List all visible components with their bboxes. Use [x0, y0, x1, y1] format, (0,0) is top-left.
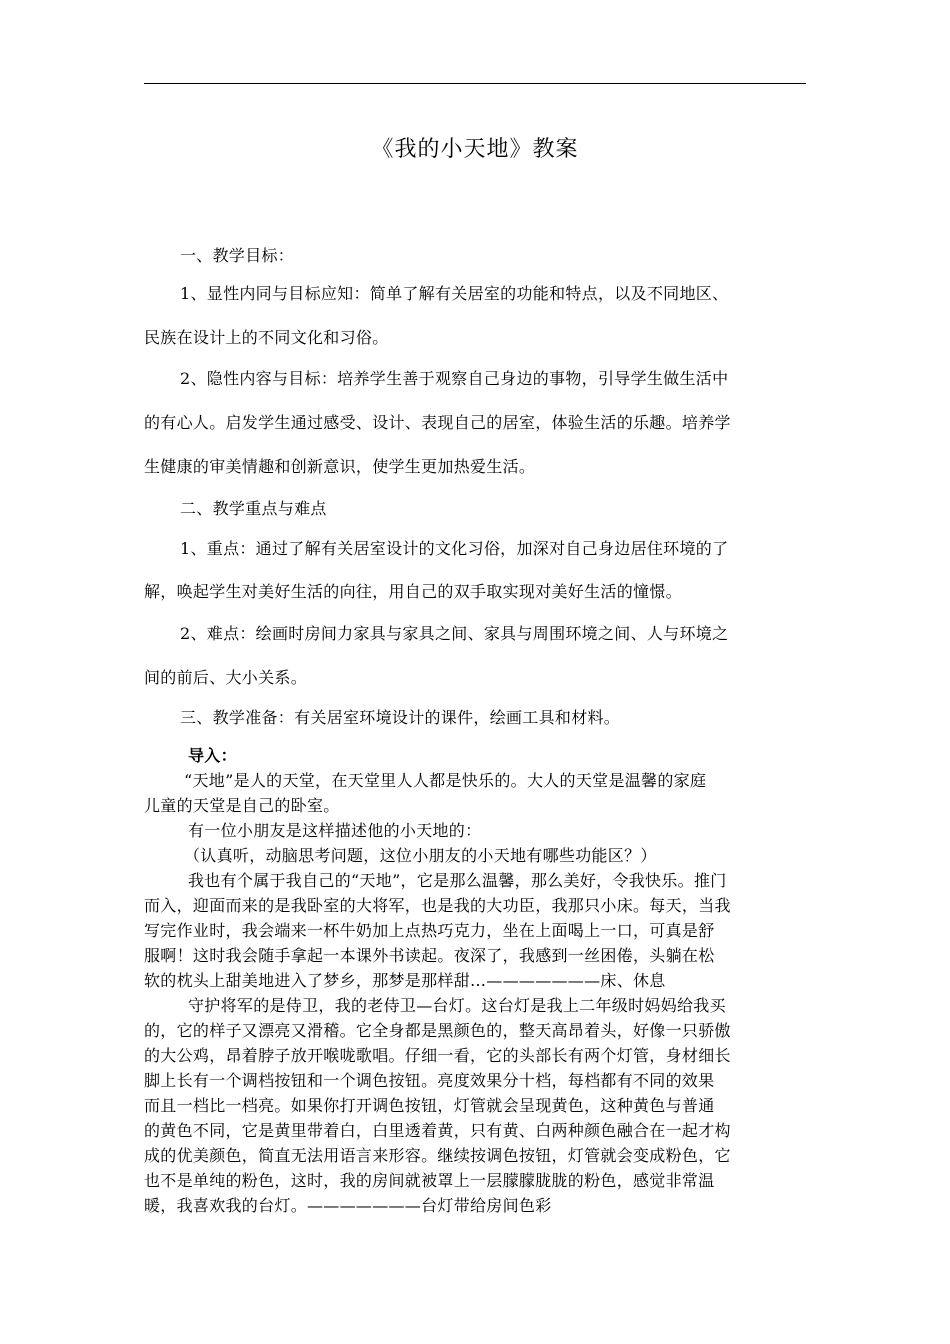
intro-line: 我也有个属于我自己的“天地”，它是那么温馨，那么美好，令我快乐。推门	[188, 871, 727, 890]
intro-line: “天地”是人的天堂，在天堂里人人都是快乐的。大人的天堂是温馨的家庭	[184, 771, 707, 790]
intro-line: 成的优美颜色，简直无法用语言来形容。继续按调色按钮，灯管就会变成粉色，它	[144, 1146, 731, 1165]
objective-2-line-2: 的有心人。启发学生通过感受、设计、表现自己的居室，体验生活的乐趣。培养学	[144, 413, 731, 432]
intro-line: 有一位小朋友是这样描述他的小天地的：	[188, 821, 482, 840]
intro-line: 儿童的天堂是自己的卧室。	[144, 796, 340, 815]
intro-line: 守护将军的是侍卫，我的老侍卫—台灯。这台灯是我上二年级时妈妈给我买	[188, 996, 726, 1015]
intro-line: 写完作业时，我会端来一杯牛奶加上点热巧克力，坐在上面喝上一口，可真是舒	[144, 921, 715, 940]
intro-line: 的黄色不同，它是黄里带着白，白里透着黄，只有黄、白两种颜色融合在一起才构	[144, 1121, 731, 1140]
intro-line: 的，它的样子又漂亮又滑稽。它全身都是黑颜色的，整天高昂着头，好像一只骄傲	[144, 1021, 731, 1040]
intro-line: 暖，我喜欢我的台灯。———————台灯带给房间色彩	[144, 1196, 552, 1215]
intro-line: 的大公鸡，昂着脖子放开喉咙歌唱。仔细一看，它的头部长有两个灯管，身材细长	[144, 1046, 731, 1065]
intro-heading: 导入：	[188, 746, 237, 765]
section-heading-preparation: 三、教学准备：有关居室环境设计的课件，绘画工具和材料。	[180, 708, 621, 727]
objective-1-line-1: 1、显性内同与目标应知：简单了解有关居室的功能和特点，以及不同地区、	[180, 284, 729, 303]
intro-line: 软的枕头上甜美地进入了梦乡，那梦是那样甜…———————床、休息	[144, 971, 666, 990]
document-title: 《我的小天地》教案	[371, 137, 579, 162]
objective-2-line-3: 生健康的审美情趣和创新意识，使学生更加热爱生活。	[144, 457, 536, 476]
intro-line: 而入，迎面而来的是我卧室的大将军，也是我的大功臣，我那只小床。每天，当我	[144, 896, 731, 915]
header-rule	[144, 83, 806, 84]
key-point-line-2: 解，唤起学生对美好生活的向往，用自己的双手取实现对美好生活的憧憬。	[144, 582, 682, 601]
objective-2-line-1: 2、隐性内容与目标：培养学生善于观察自己身边的事物，引导学生做生活中	[180, 369, 729, 388]
objective-1-line-2: 民族在设计上的不同文化和习俗。	[144, 328, 389, 347]
section-heading-key-points: 二、教学重点与难点	[180, 499, 327, 518]
intro-line: 服啊！这时我会随手拿起一本课外书读起。夜深了，我感到一丝困倦，头躺在松	[144, 946, 715, 965]
key-point-line-1: 1、重点：通过了解有关居室设计的文化习俗，加深对自己身边居住环境的了	[180, 539, 729, 558]
section-heading-objectives: 一、教学目标：	[180, 246, 295, 265]
intro-line: 也不是单纯的粉色，这时，我的房间就被罩上一层朦朦胧胧的粉色，感觉非常温	[144, 1171, 715, 1190]
intro-line: 脚上长有一个调档按钮和一个调色按钮。亮度效果分十档，每档都有不同的效果	[144, 1071, 715, 1090]
intro-line: （认真听，动脑思考问题，这位小朋友的小天地有哪些功能区？）	[184, 846, 657, 865]
difficulty-line-1: 2、难点：绘画时房间力家具与家具之间、家具与周围环境之间、人与环境之	[180, 624, 729, 643]
intro-line: 而且一档比一档亮。如果你打开调色按钮，灯管就会呈现黄色，这种黄色与普通	[144, 1096, 715, 1115]
difficulty-line-2: 间的前后、大小关系。	[144, 668, 308, 687]
